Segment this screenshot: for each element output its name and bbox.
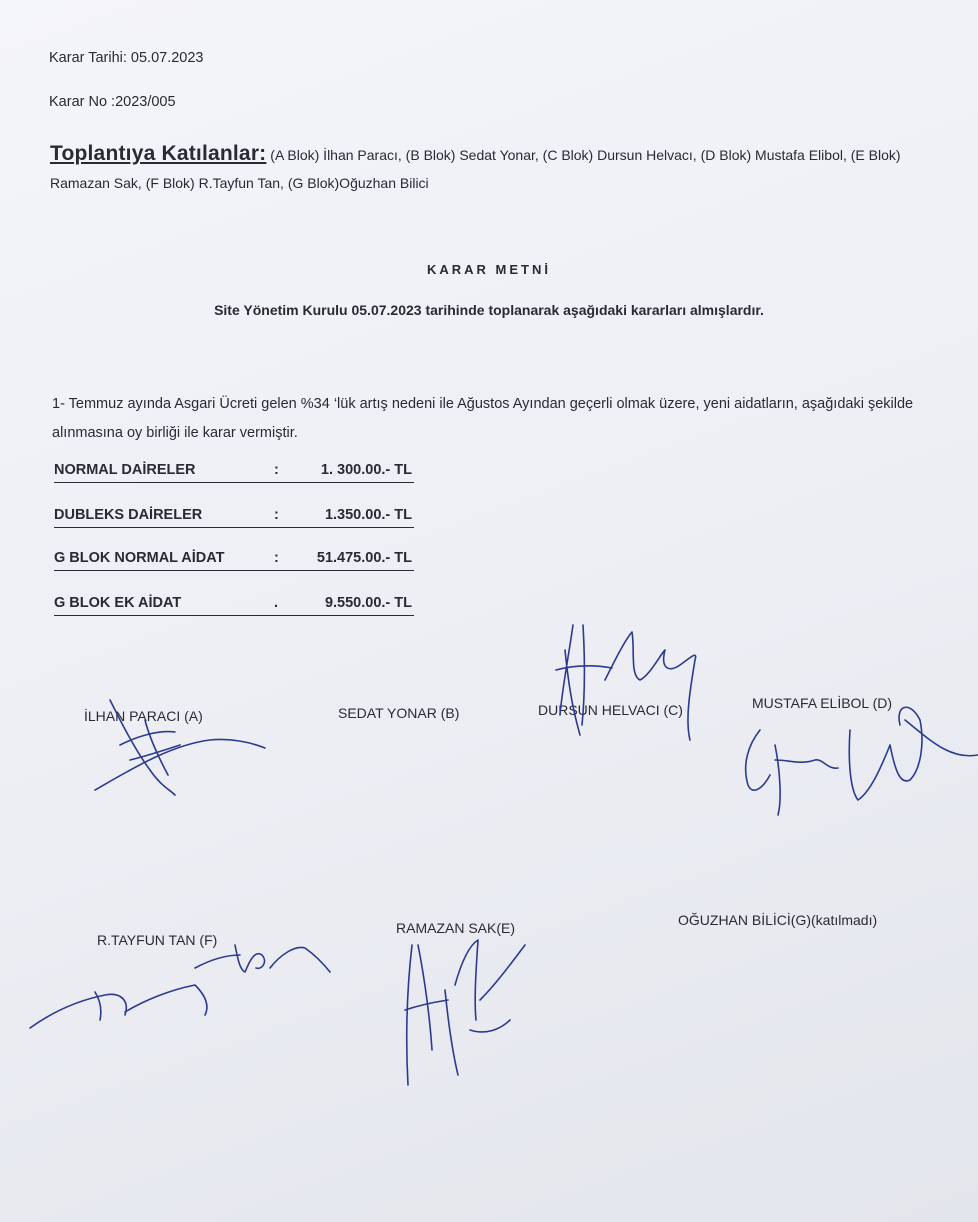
signature-c xyxy=(556,625,696,740)
decision-item-1: 1- Temmuz ayında Asgari Ücreti gelen %34 ‘lük artış nedeni ile Ağustos Ayından geçerli olmak üzere, yeni aidatların, aşağıdaki şekilde alınmasına oy birliği ile karar vermiştir. xyxy=(52,396,914,441)
fee-label: NORMAL DAİRELER xyxy=(54,462,196,478)
decision-title: KARAR METNİ xyxy=(427,262,551,277)
participants-list: (A Blok) İlhan Paracı, (B Blok) Sedat Yonar, (C Blok) Dursun Helvacı, (D Blok) Mustafa Elibol, (E Blok) Ramazan Sak, (F Blok) R.Tayfun Tan, (G Blok)Oğuzhan Bilici xyxy=(50,147,901,191)
signatory-d: MUSTAFA ELİBOL (D) xyxy=(752,695,893,711)
fee-value: 51.475.00.- TL xyxy=(316,550,412,566)
fee-row xyxy=(54,548,414,571)
participants-heading: Toplantıya Katılanlar: xyxy=(50,142,267,165)
fee-value: 1. 300.00.- TL xyxy=(320,462,412,478)
signatory-f: R.TAYFUN TAN (F) xyxy=(97,932,218,948)
participants-paragraph xyxy=(50,140,940,197)
signatory-b: SEDAT YONAR (B) xyxy=(338,705,460,721)
fee-label: DUBLEKS DAİRELER xyxy=(54,507,203,523)
fee-row xyxy=(54,593,414,616)
decision-subtitle: Site Yönetim Kurulu 05.07.2023 tarihinde toplanarak aşağıdaki kararları almışlardır. xyxy=(214,302,764,318)
signatory-g: OĞUZHAN BİLİCİ(G)(katılmadı) xyxy=(678,912,878,928)
fee-separator: . xyxy=(274,595,279,611)
fee-value: 1.350.00.- TL xyxy=(324,507,412,523)
fee-separator: : xyxy=(274,507,279,523)
fee-row xyxy=(54,505,414,528)
fee-label: G BLOK EK AİDAT xyxy=(54,595,182,611)
fee-separator: : xyxy=(274,462,279,478)
signatory-c: DURSUN HELVACI (C) xyxy=(538,702,683,718)
signature-d xyxy=(746,707,978,815)
fee-label: G BLOK NORMAL AİDAT xyxy=(54,550,225,566)
fee-row xyxy=(54,460,414,483)
signatory-a: İLHAN PARACI (A) xyxy=(84,708,203,724)
fee-separator: : xyxy=(274,550,279,566)
signatory-e: RAMAZAN SAK(E) xyxy=(396,920,516,936)
signature-f xyxy=(30,945,330,1028)
fee-value: 9.550.00.- TL xyxy=(324,595,412,611)
decision-date: Karar Tarihi: 05.07.2023 xyxy=(49,50,204,66)
signature-e xyxy=(405,940,525,1085)
decision-number: Karar No :2023/005 xyxy=(49,94,176,110)
